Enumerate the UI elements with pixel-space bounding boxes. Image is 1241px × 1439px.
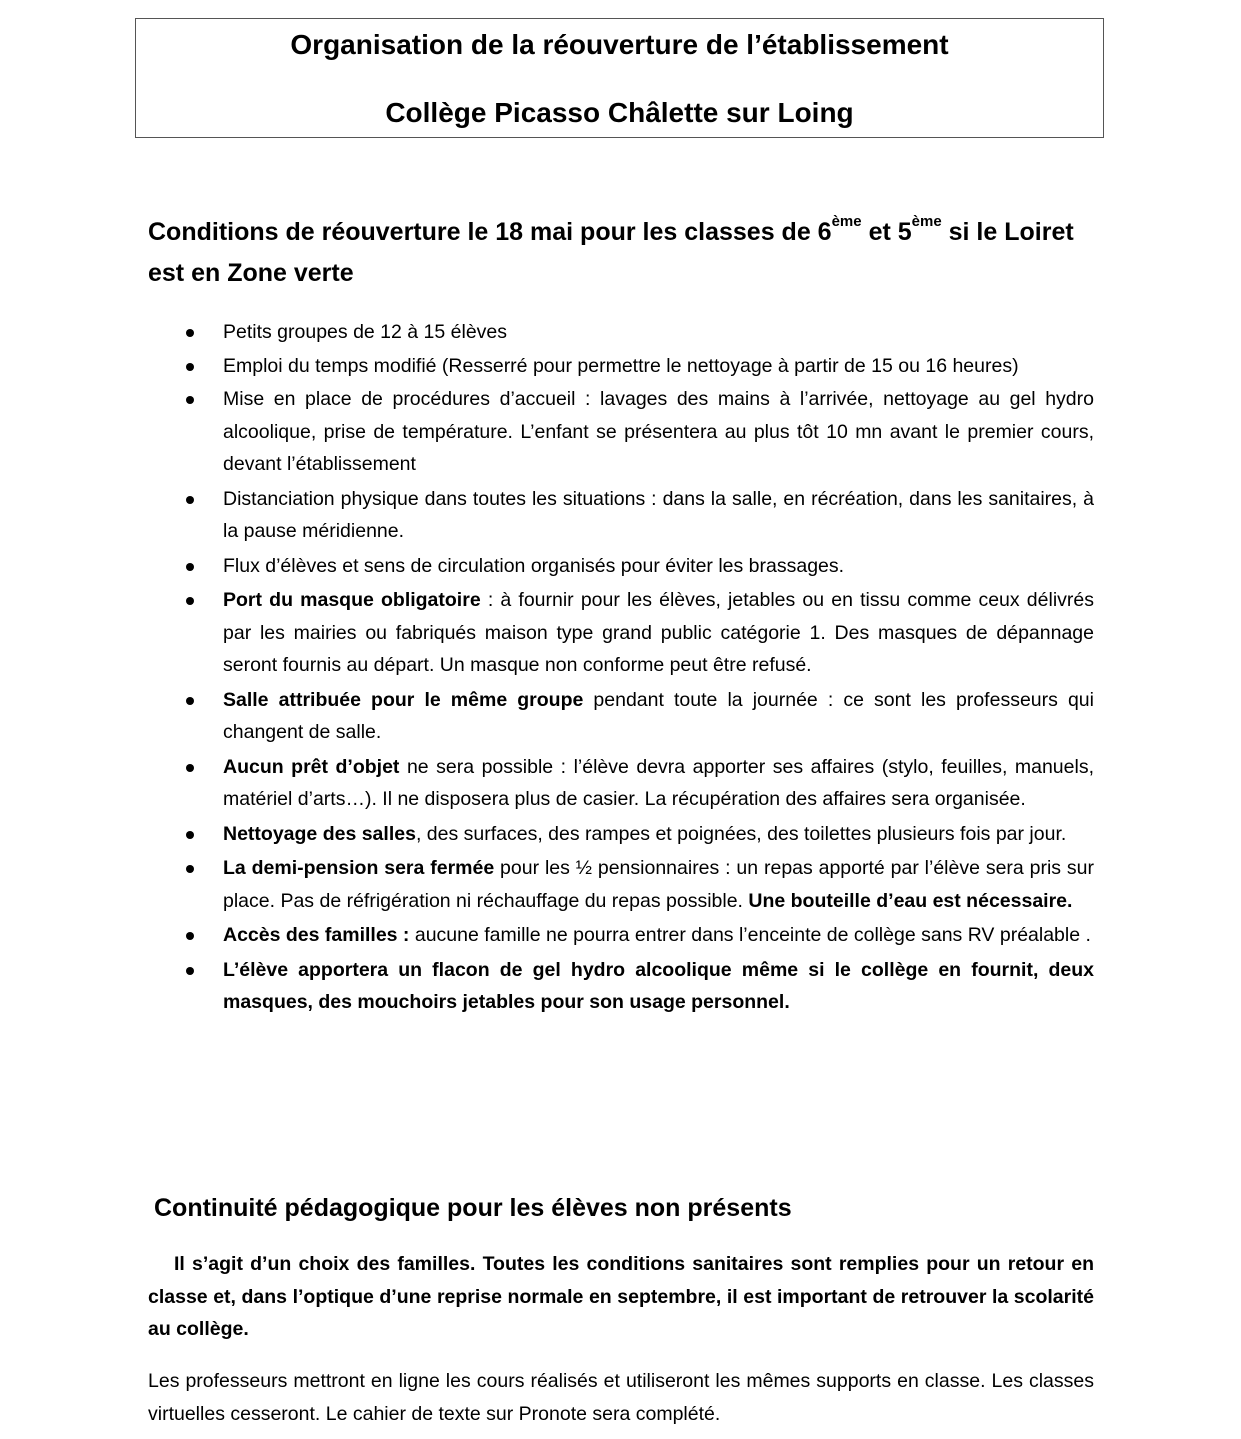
item-text: Emploi du temps modifié (Resserré pour permettre le nettoyage à partir de 15 ou 16 heures) bbox=[223, 354, 1019, 377]
section1-heading-part-b: et 5 bbox=[861, 218, 912, 246]
list-item bbox=[148, 684, 1094, 749]
paragraph-families-choice: Il s’agit d’un choix des familles. Toutes les conditions sanitaires sont remplies pour un retour en classe et, dans l’optique d’une reprise normale en septembre, il est important de retrouver la scolarité au collège. bbox=[148, 1253, 1094, 1340]
item-text: Flux d’élèves et sens de circulation organisés pour éviter les brassages. bbox=[223, 554, 845, 577]
item-text: , des surfaces, des rampes et poignées, des toilettes plusieurs fois par jour. bbox=[415, 822, 1067, 845]
section1-heading-part-c: si le Loiret est en Zone verte bbox=[148, 218, 1074, 287]
conditions-list bbox=[148, 316, 1094, 1020]
list-item bbox=[148, 483, 1094, 548]
item-text: Distanciation physique dans toutes les situations : dans la salle, en récréation, dans les sanitaires, à la pause méridienne. bbox=[223, 487, 1094, 542]
section2-heading: Continuité pédagogique pour les élèves non présents bbox=[154, 1194, 792, 1222]
item-text: Petits groupes de 12 à 15 élèves bbox=[223, 321, 508, 343]
item-bold: Port du masque obligatoire bbox=[223, 589, 481, 611]
list-item bbox=[148, 751, 1094, 816]
item-text: ne sera possible : l’élève devra apporter ses affaires (stylo, feuilles, manuels, matériel d’arts…). Il ne disposera plus de casier. La récupération des affaires sera organisée. bbox=[223, 755, 1094, 810]
superscript-2: ème bbox=[911, 213, 942, 230]
item-bold: Accès des familles : bbox=[223, 924, 410, 946]
list-item bbox=[148, 550, 1094, 583]
document-title: Organisation de la réouverture de l’établissement bbox=[290, 29, 949, 60]
item-text: Mise en place de procédures d’accueil : lavages des mains à l’arrivée, nettoyage au gel hydro alcoolique, prise de température. L’enfant se présentera au plus tôt 10 mn avant le premier cours, devant l’établissement bbox=[223, 388, 1094, 475]
list-item bbox=[148, 919, 1094, 952]
list-item bbox=[148, 350, 1094, 383]
item-bold: La demi-pension sera fermée bbox=[223, 857, 495, 879]
title-box bbox=[135, 18, 1104, 138]
list-item bbox=[148, 818, 1094, 851]
list-item bbox=[148, 383, 1094, 481]
superscript-1: ème bbox=[831, 213, 862, 230]
item-bold: L’élève apportera un flacon de gel hydro alcoolique même si le collège en fournit, deux masques, des mouchoirs jetables pour son usage personnel. bbox=[223, 958, 1094, 1013]
item-text: pour les ½ pensionnaires : un repas apporté par l’élève sera pris sur place. Pas de réfrigération ni réchauffage du repas possible. bbox=[223, 857, 1094, 912]
item-text: : à fournir pour les élèves, jetables ou en tissu comme ceux délivrés par les mairies ou fabriqués maison type grand public catégorie 1. Des masques de dépannage seront fournis au départ. Un masque non conforme peut être refusé. bbox=[223, 589, 1094, 676]
section1-heading-part-a: Conditions de réouverture le 18 mai pour les classes de 6 bbox=[148, 218, 832, 246]
item-bold-end: Une bouteille d’eau est nécessaire. bbox=[748, 889, 1073, 912]
paragraph-teachers: Les professeurs mettront en ligne les cours réalisés et utiliseront les mêmes supports en classe. Les classes virtuelles cesseront. Le cahier de texte sur Pronote sera complété. bbox=[148, 1370, 1094, 1425]
list-item bbox=[148, 316, 1094, 349]
item-text: pendant toute la journée : ce sont les professeurs qui changent de salle. bbox=[223, 688, 1094, 743]
item-bold: Salle attribuée pour le même groupe bbox=[223, 688, 584, 711]
list-item bbox=[148, 584, 1094, 682]
item-bold: Nettoyage des salles bbox=[223, 822, 416, 845]
list-item bbox=[148, 852, 1094, 917]
section1-heading bbox=[148, 212, 1098, 294]
item-text: aucune famille ne pourra entrer dans l’enceinte de collège sans RV préalable . bbox=[409, 924, 1091, 946]
school-name: Collège Picasso Châlette sur Loing bbox=[385, 97, 854, 128]
item-bold: Aucun prêt d’objet bbox=[223, 755, 400, 778]
list-item bbox=[148, 954, 1094, 1019]
